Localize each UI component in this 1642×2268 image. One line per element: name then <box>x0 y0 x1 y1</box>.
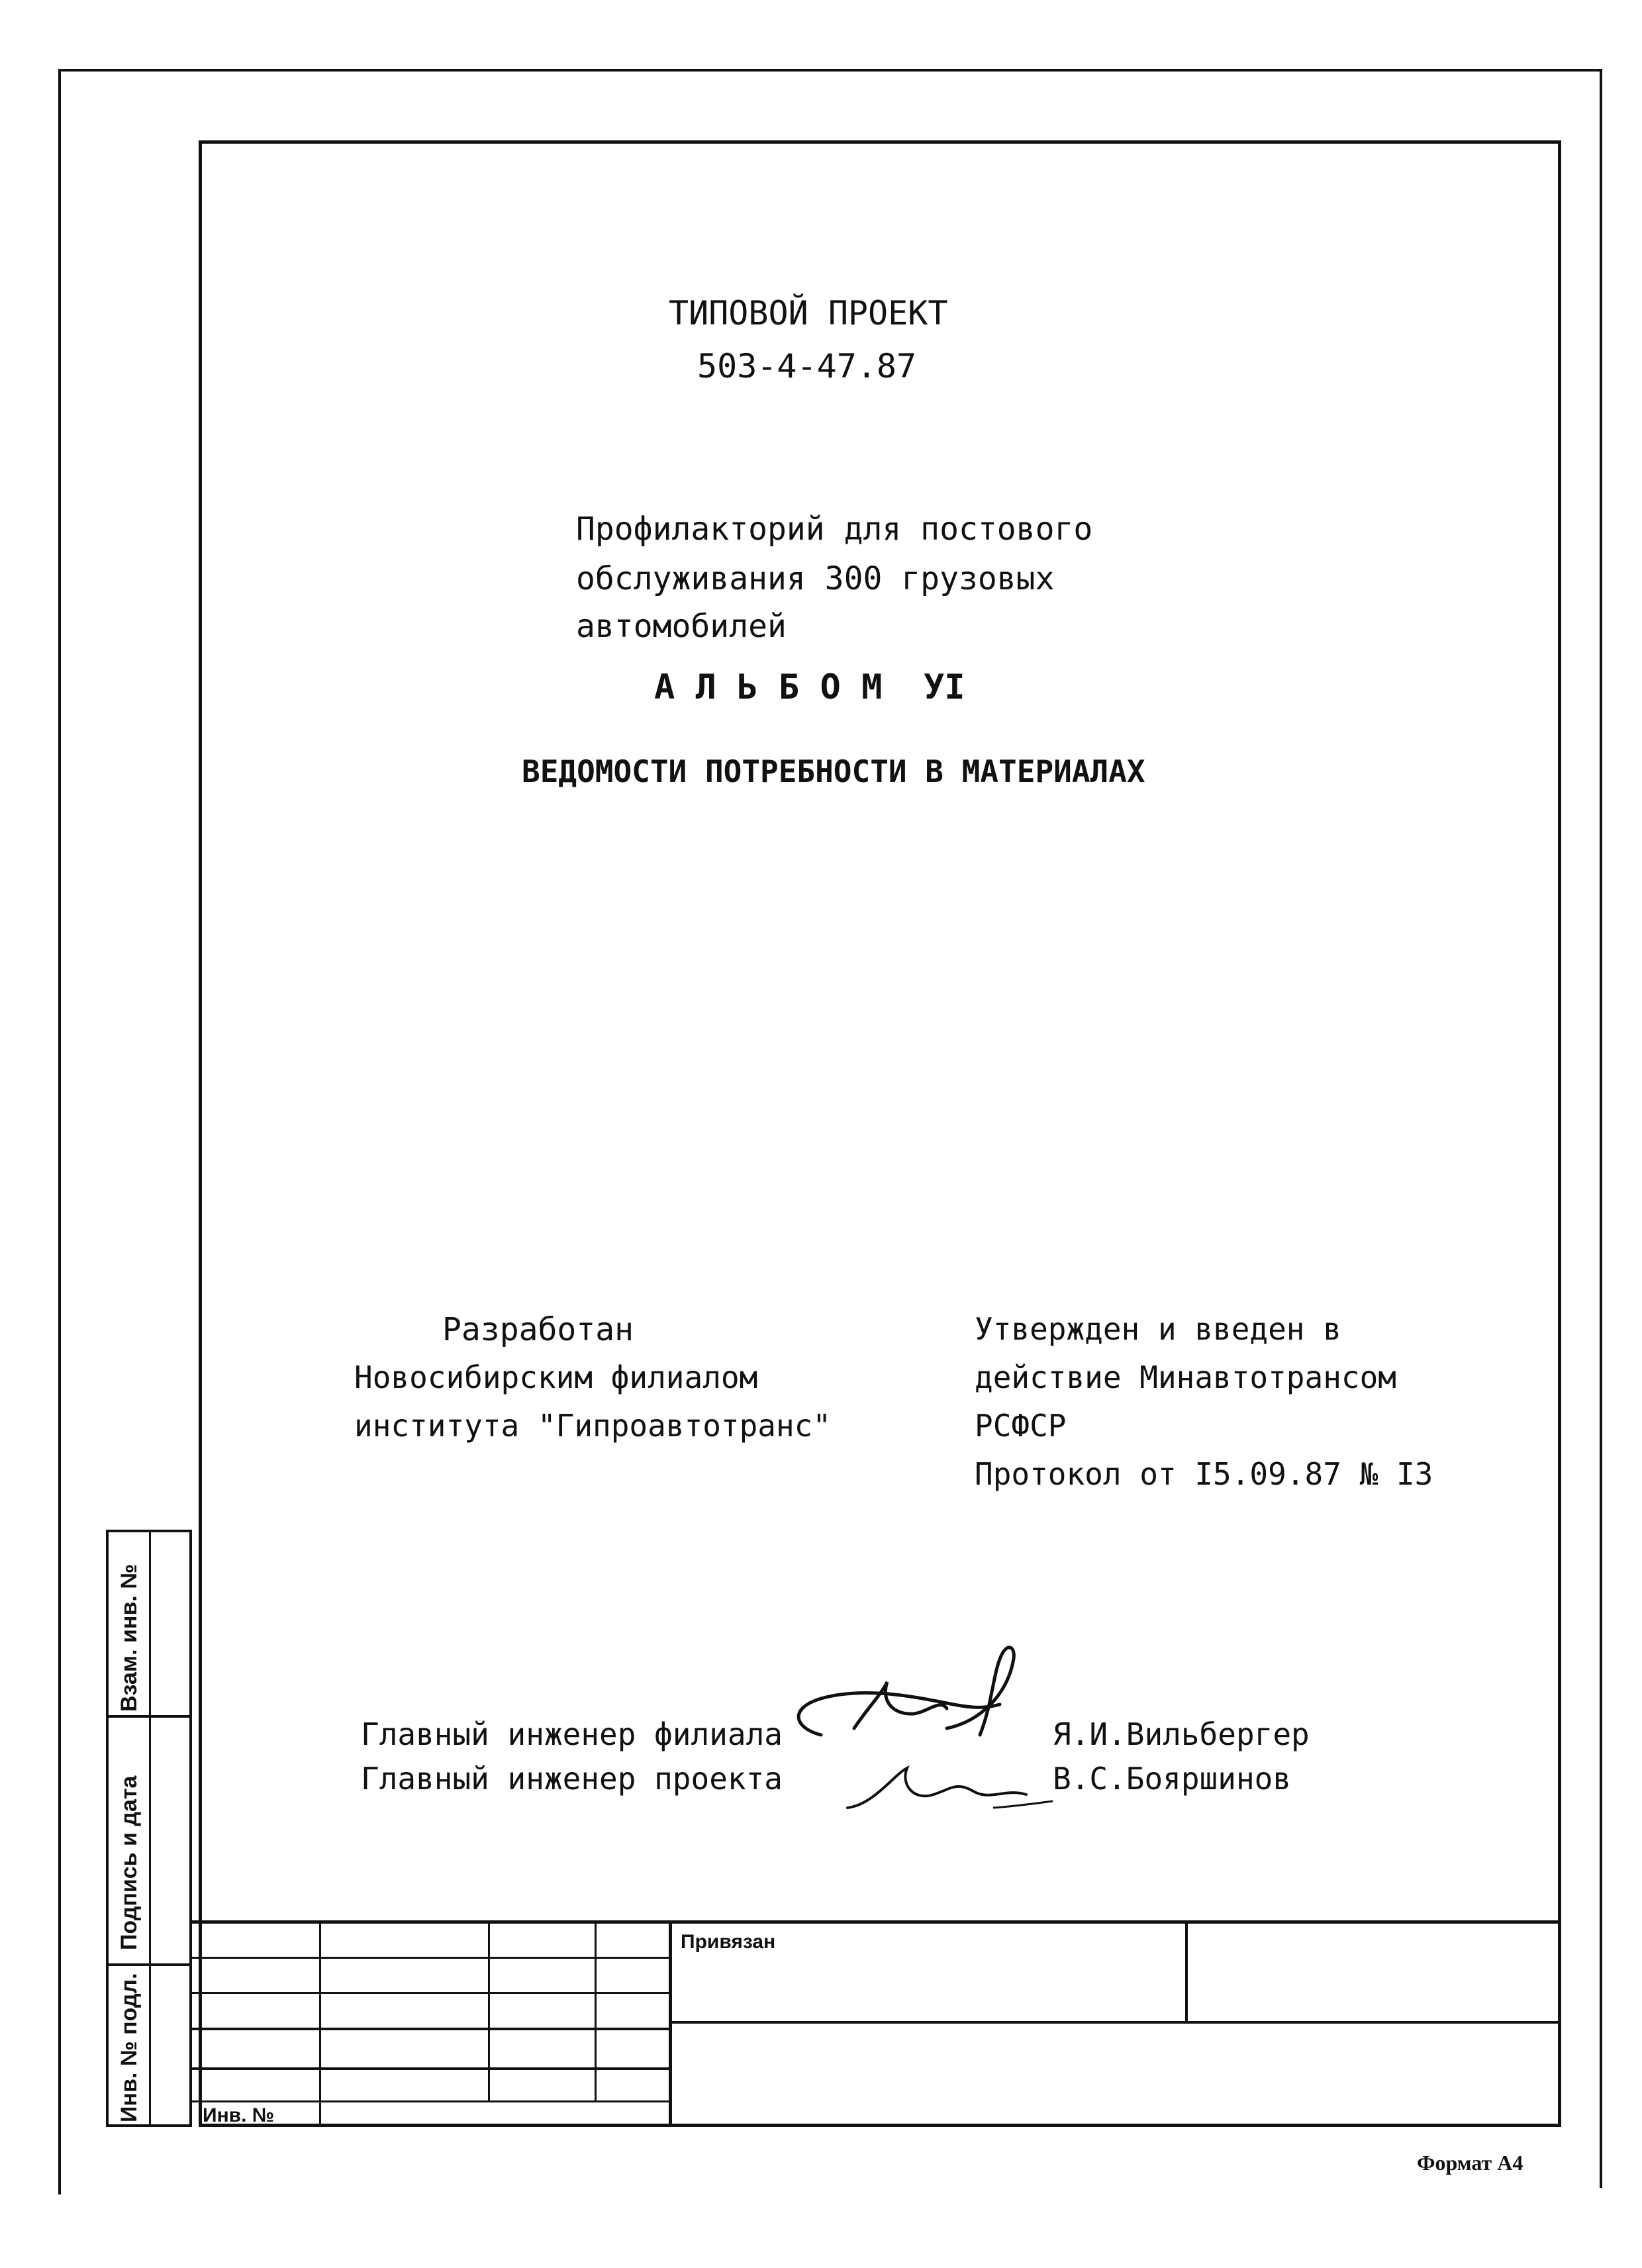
title-block-column-line <box>488 1920 490 2100</box>
title-block-row-line <box>192 2067 669 2070</box>
outer-frame-left <box>58 69 61 2194</box>
drawing-frame <box>199 140 1561 2127</box>
format-label: Формат А4 <box>1417 2151 1523 2175</box>
project-number: 503-4-47.87 <box>697 347 917 385</box>
inv-no-label: Инв. № <box>203 2104 275 2126</box>
approval-line-1: Утвержден и введен в <box>975 1311 1341 1347</box>
approval-line-3: РСФСР <box>975 1408 1067 1444</box>
sidebar-label-signature-date: Подпись и дата <box>117 1775 142 1950</box>
developer-line-2: Новосибирским филиалом <box>354 1359 758 1395</box>
title-block-row-line <box>192 1957 669 1959</box>
title-block-top-line <box>192 1920 1561 1924</box>
developer-line-3: института "Гипроавтотранс" <box>354 1408 832 1444</box>
outer-frame-top <box>58 69 1602 72</box>
approval-line-2: действие Минавтотрансом <box>975 1359 1396 1395</box>
outer-frame-right <box>1600 69 1602 2188</box>
chief-branch-name: Я.И.Вильбергер <box>1053 1716 1310 1752</box>
title-block-column-line <box>669 1920 672 2127</box>
sidebar-label-inv-original: Инв. № подл. <box>117 1973 142 2122</box>
title-block-column-line <box>319 1920 321 2127</box>
developer-line-1: Разработан <box>442 1311 634 1348</box>
title-block-column-line <box>595 1920 597 2100</box>
sidebar-column-line <box>149 1530 151 2127</box>
sidebar-label-replacement-inv: Взам. инв. № <box>117 1563 142 1712</box>
signature-branch-engineer <box>781 1636 1059 1755</box>
title-block-row-line <box>192 1992 669 1994</box>
title-block-column-line <box>1185 1920 1188 2021</box>
chief-project-name: В.С.Бояршинов <box>1053 1761 1292 1797</box>
chief-branch-role: Главный инженер филиала <box>361 1716 783 1752</box>
album-subject: ВЕДОМОСТИ ПОТРЕБНОСТИ В МАТЕРИАЛАХ <box>522 754 1145 789</box>
object-line-1: Профилакторий для постового <box>576 511 1093 548</box>
privyazan-label: Привязан <box>681 1931 776 1953</box>
approval-line-4: Протокол от I5.09.87 № I3 <box>975 1456 1433 1492</box>
signature-project-engineer <box>834 1755 1059 1821</box>
object-line-2: обслуживания 300 грузовых <box>576 560 1055 597</box>
title-block-row-line <box>192 2100 669 2102</box>
project-type-label: ТИПОВОЙ ПРОЕКТ <box>669 294 948 332</box>
title-block-row-line <box>669 2021 1561 2024</box>
chief-project-role: Главный инженер проекта <box>361 1761 783 1797</box>
album-label: А Л Ь Б О М УI <box>654 667 965 707</box>
title-block-row-line <box>192 2028 669 2030</box>
object-line-3: автомобилей <box>576 608 787 645</box>
